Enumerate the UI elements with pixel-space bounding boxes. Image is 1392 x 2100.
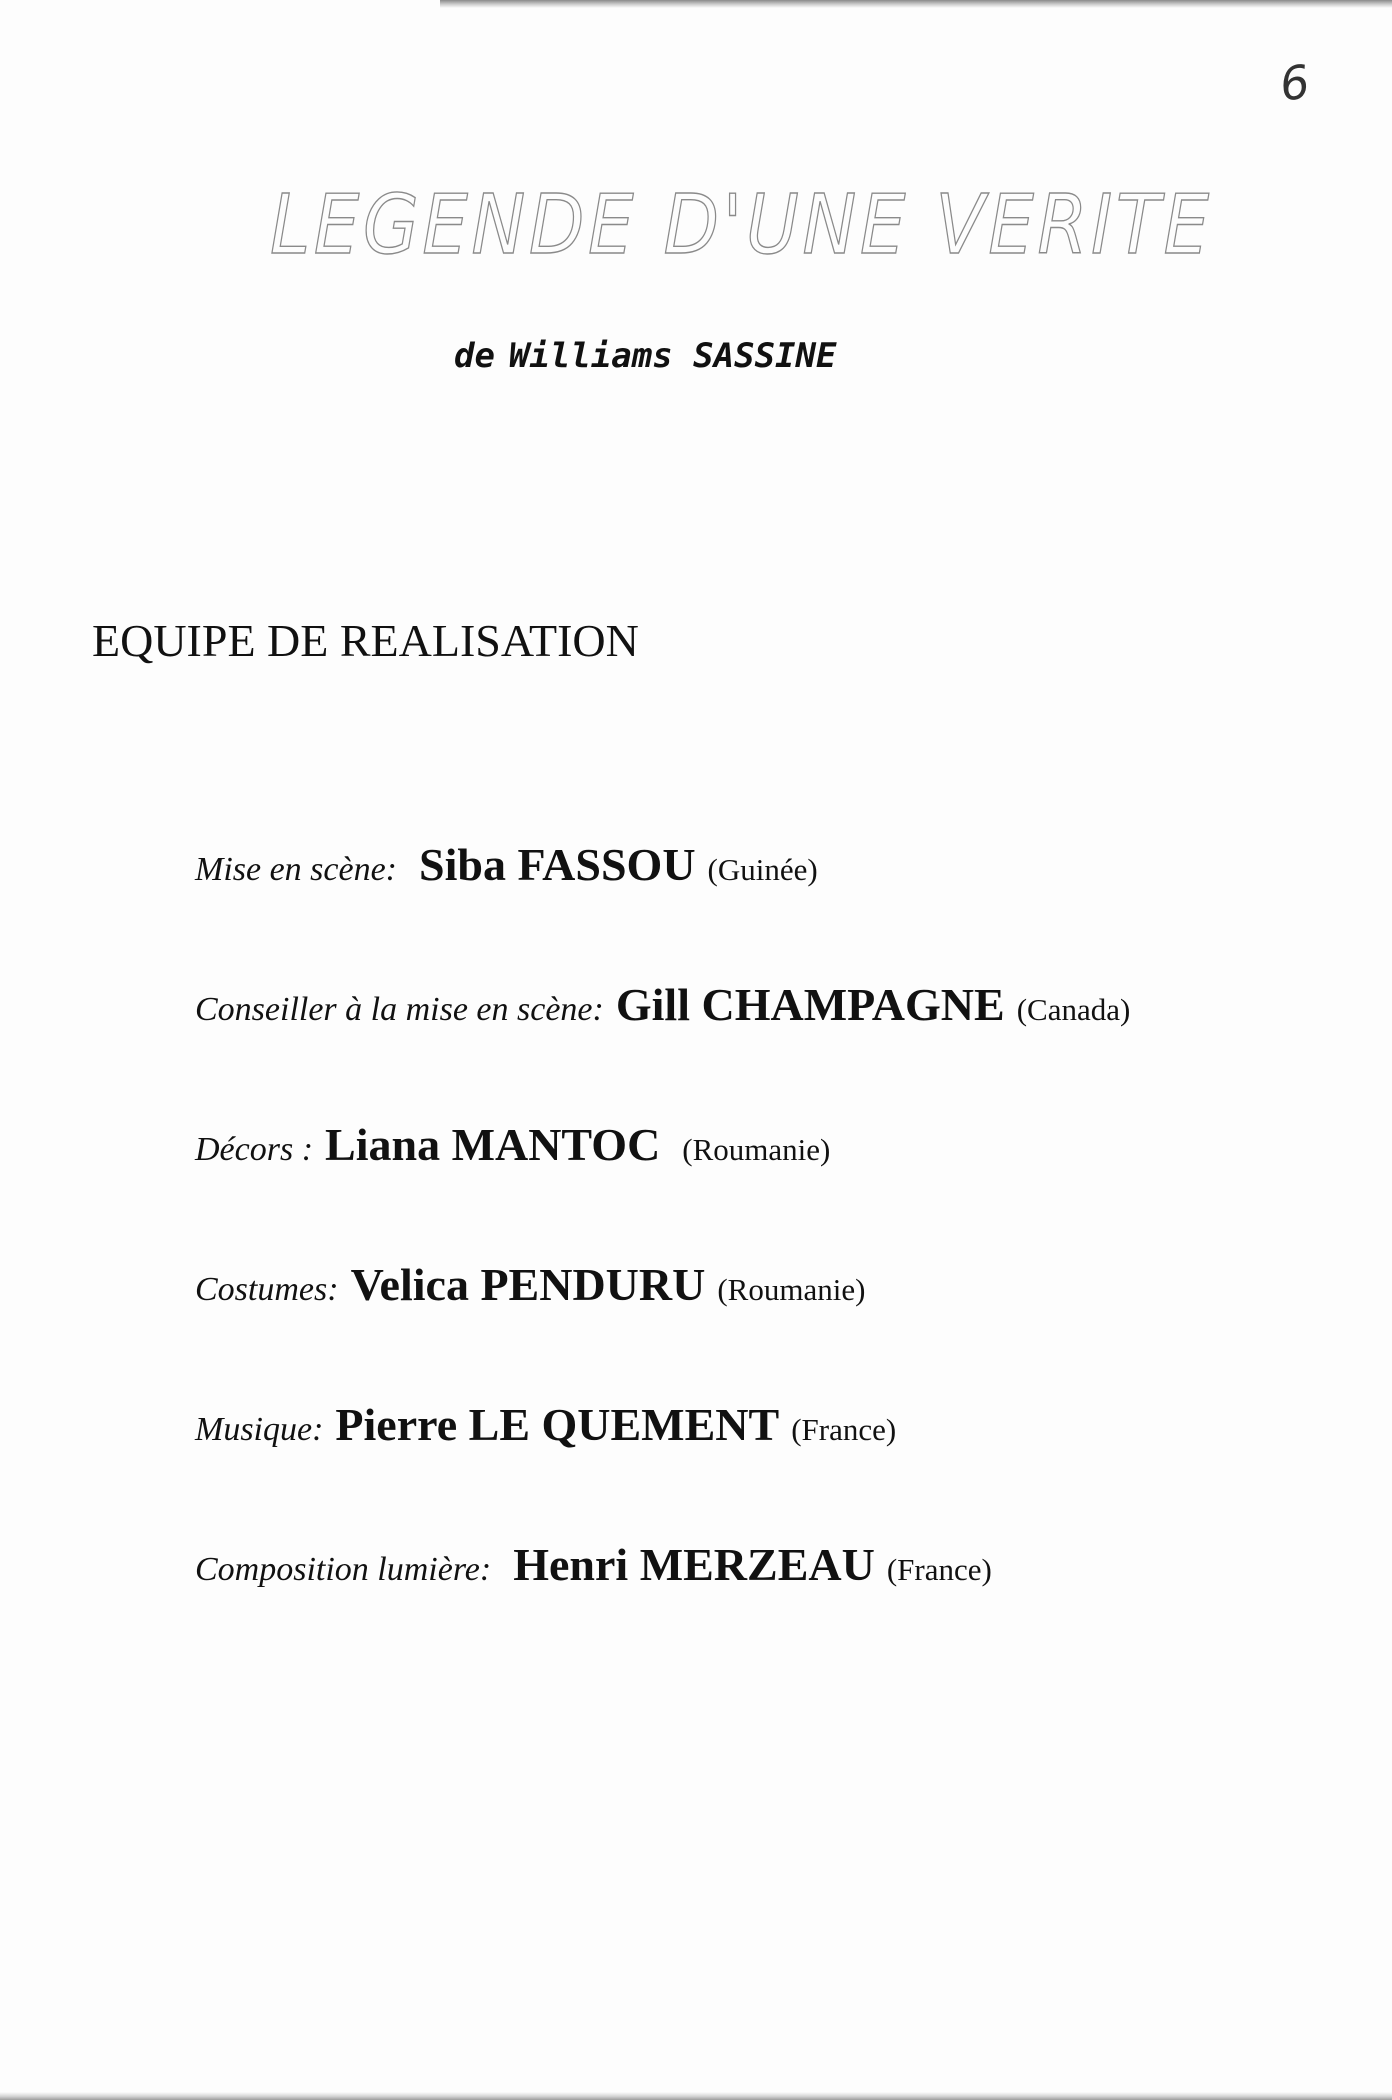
credit-name: Siba FASSOU [419,839,696,890]
play-title: LEGENDE D'UNE VERITE [270,178,1213,273]
credit-country: (France) [886,1552,992,1587]
credits-list [195,838,1345,1678]
credit-name: Gill CHAMPAGNE [615,979,1005,1030]
credit-role: Costumes: [195,1271,339,1308]
section-heading: EQUIPE DE REALISATION [92,615,639,666]
credit-role: Mise en scène: [195,851,398,888]
credit-role: Décors : [195,1131,314,1168]
credit-row-mise-en-scene [195,838,1345,978]
page-number: 6 [1276,54,1313,112]
credit-role: Conseiller à la mise en scène: [195,991,604,1028]
credit-name: Velica PENDURU [350,1259,706,1310]
credit-row-decors [195,1118,1345,1258]
credit-country: (Roumanie) [682,1132,831,1167]
credit-country: (Roumanie) [717,1272,866,1307]
credit-name: Pierre LE QUEMENT [335,1399,780,1450]
author-prefix: de [454,336,495,376]
credit-row-musique [195,1398,1345,1538]
credit-role: Composition lumière: [195,1551,492,1588]
credit-name: Liana MANTOC [325,1119,661,1170]
credit-row-composition-lumiere [195,1538,1345,1678]
credit-country: (Guinée) [707,852,818,887]
author-line [454,336,836,376]
scan-bottom-edge [0,2092,1392,2100]
author-name: Williams SASSINE [508,336,837,376]
credit-role: Musique: [195,1411,324,1448]
credit-country: (France) [791,1412,897,1447]
credit-country: (Canada) [1016,992,1131,1027]
credit-row-conseiller [195,978,1345,1118]
credit-name: Henri MERZEAU [513,1539,875,1590]
credit-row-costumes [195,1258,1345,1398]
scan-top-edge [440,0,1392,8]
